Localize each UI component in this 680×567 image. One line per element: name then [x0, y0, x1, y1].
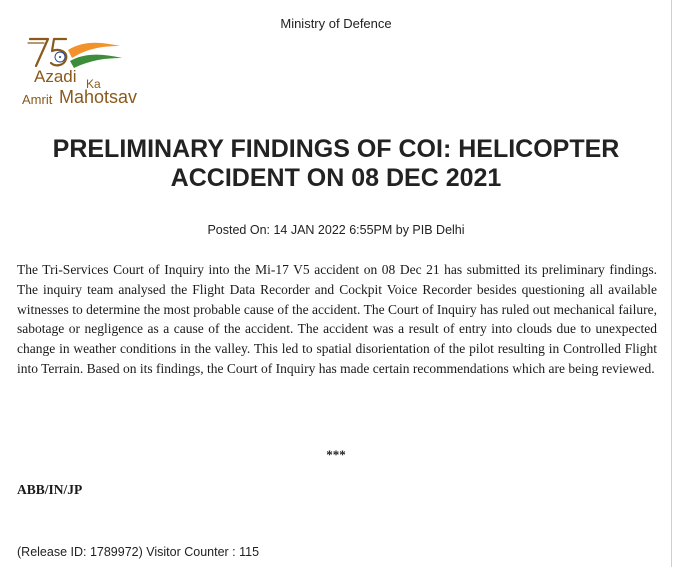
- author-initials: ABB/IN/JP: [17, 482, 83, 497]
- ministry-name: Ministry of Defence: [280, 16, 392, 31]
- article-title-line-1: PRELIMINARY FINDINGS OF COI: HELICOPTER: [52, 135, 620, 163]
- article-body: The Tri-Services Court of Inquiry into the Mi-17 V5 accident on 08 Dec 21 has submitted its preliminary findings. The inquiry team analysed the Flight Data Recorder and Cockpit Voice Recorder besides questioning all available witnesses to determine the most probable cause of the accident. The Court of Inquiry has ruled out mechanical failure, sabotage or negligence as a cause of the accident. The accident was a result of entry into clouds due to unexpected change in weather conditions in the valley. This led to spatial disorientation of the pilot resulting in Controlled Flight into Terrain. Based on its findings, the Court of Inquiry has made certain recommendations which are being reviewed.: [17, 262, 657, 376]
- azadi-ka-amrit-mahotsav-logo: [22, 36, 138, 108]
- logo-ka-text: Ka: [86, 77, 101, 91]
- logo-mahotsav-text: Mahotsav: [59, 87, 138, 107]
- article-title: [0, 135, 672, 193]
- section-separator: ***: [326, 447, 346, 462]
- logo-amrit-text: Amrit: [22, 92, 53, 107]
- article-title-line-2: ACCIDENT ON 08 DEC 2021: [170, 164, 502, 192]
- logo-azadi-text: Azadi: [34, 67, 77, 86]
- posted-on-line: Posted On: 14 JAN 2022 6:55PM by PIB Delhi: [207, 223, 465, 237]
- release-id-visitor-counter: (Release ID: 1789972) Visitor Counter : 115: [17, 545, 260, 559]
